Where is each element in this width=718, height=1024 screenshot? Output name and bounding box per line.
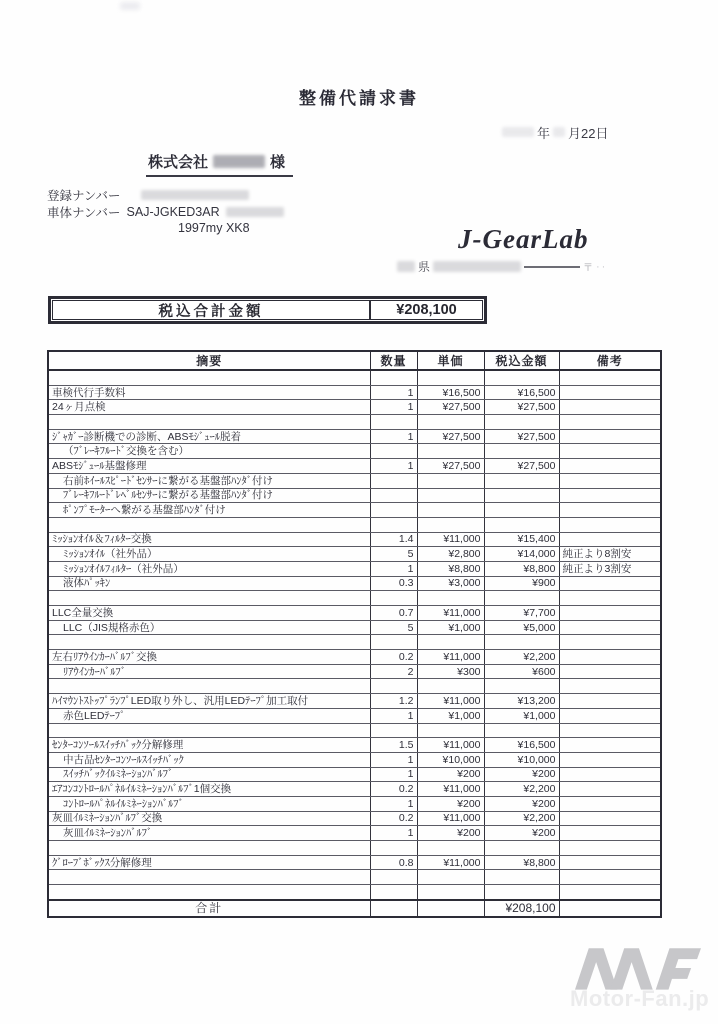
cell-note: [559, 782, 661, 797]
total-box-label: 税込合計金額: [53, 301, 371, 319]
table-row: [48, 606, 661, 621]
cell-desc: ﾐｯｼｮﾝｵｲﾙ＆ﾌｨﾙﾀｰ交換: [48, 532, 370, 547]
cell-note: [559, 429, 661, 444]
table-row: [48, 444, 661, 459]
cell-amount: ¥14,000: [484, 547, 559, 562]
cell-qty: 1: [370, 459, 417, 474]
cell-desc: [48, 885, 370, 900]
cell-qty: 1.5: [370, 738, 417, 753]
table-header-row: [48, 351, 661, 370]
cell-qty: [370, 723, 417, 738]
address-fragment: 県: [418, 260, 431, 274]
cell-desc: ﾎﾟﾝﾌﾟﾓｰﾀｰへ繋がる基盤部ﾊﾝﾀﾞ付け: [48, 503, 370, 518]
cell-amount: ¥27,500: [484, 459, 559, 474]
cell-qty: 1: [370, 708, 417, 723]
total-row-note: [559, 900, 661, 917]
table-row: [48, 400, 661, 415]
cell-note: [559, 415, 661, 430]
table-row: [48, 796, 661, 811]
cell-amount: ¥8,800: [484, 855, 559, 870]
table-row-empty: [48, 870, 661, 885]
redaction-smudge: [141, 190, 249, 200]
cell-amount: ¥200: [484, 796, 559, 811]
cell-amount: ¥2,200: [484, 811, 559, 826]
cell-qty: 1: [370, 385, 417, 400]
cell-unit: [417, 679, 484, 694]
body-number-line: [47, 203, 284, 221]
table-row: [48, 385, 661, 400]
cell-qty: 1: [370, 561, 417, 576]
cell-amount: ¥8,800: [484, 561, 559, 576]
cell-amount: [484, 517, 559, 532]
cell-note: [559, 459, 661, 474]
cell-note: [559, 811, 661, 826]
cell-note: [559, 576, 661, 591]
cell-amount: [484, 679, 559, 694]
cell-desc: 24ヶ月点検: [48, 400, 370, 415]
cell-amount: ¥600: [484, 664, 559, 679]
cell-unit: ¥11,000: [417, 811, 484, 826]
cell-unit: [417, 488, 484, 503]
table-row: [48, 547, 661, 562]
cell-unit: ¥27,500: [417, 429, 484, 444]
cell-amount: [484, 370, 559, 385]
cell-unit: [417, 444, 484, 459]
table-row: [48, 561, 661, 576]
cell-note: [559, 767, 661, 782]
cell-unit: ¥11,000: [417, 855, 484, 870]
cell-amount: ¥15,400: [484, 532, 559, 547]
table-row-empty: [48, 841, 661, 856]
cell-desc: [48, 517, 370, 532]
cell-qty: [370, 444, 417, 459]
cell-note: [559, 385, 661, 400]
cell-qty: 1: [370, 400, 417, 415]
cell-unit: [417, 885, 484, 900]
cell-amount: ¥27,500: [484, 400, 559, 415]
cell-note: [559, 694, 661, 709]
cell-amount: ¥16,500: [484, 738, 559, 753]
cell-amount: ¥200: [484, 767, 559, 782]
cell-note: [559, 650, 661, 665]
cell-desc: [48, 370, 370, 385]
cell-qty: 0.3: [370, 576, 417, 591]
cell-desc: ｼﾞｬｶﾞｰ診断機での診断、ABSﾓｼﾞｭｰﾙ脱着: [48, 429, 370, 444]
cell-qty: 0.2: [370, 811, 417, 826]
watermark-text: Motor-Fan.jp: [570, 986, 710, 1011]
table-row: [48, 738, 661, 753]
cell-unit: [417, 723, 484, 738]
cell-unit: ¥200: [417, 767, 484, 782]
table-row: [48, 782, 661, 797]
cell-note: [559, 708, 661, 723]
cell-desc: [48, 591, 370, 606]
redaction-smudge: [553, 127, 565, 137]
cell-qty: [370, 473, 417, 488]
customer-prefix: 株式会社: [148, 153, 209, 171]
cell-note: [559, 488, 661, 503]
cell-note: [559, 370, 661, 385]
cell-desc: 左右ﾘｱｳｲﾝｶｰﾊﾞﾙﾌﾞ交換: [48, 650, 370, 665]
cell-note: [559, 473, 661, 488]
table-row-empty: [48, 415, 661, 430]
cell-desc: [48, 723, 370, 738]
cell-unit: ¥2,800: [417, 547, 484, 562]
cell-qty: [370, 870, 417, 885]
table-row: [48, 752, 661, 767]
cell-qty: [370, 679, 417, 694]
cell-amount: ¥10,000: [484, 752, 559, 767]
cell-unit: ¥11,000: [417, 532, 484, 547]
cell-amount: ¥16,500: [484, 385, 559, 400]
cell-note: [559, 855, 661, 870]
cell-amount: [484, 723, 559, 738]
cell-desc: LLC全量交換: [48, 606, 370, 621]
cell-amount: ¥27,500: [484, 429, 559, 444]
cell-desc: （ﾌﾞﾚｰｷﾌﾙｰﾄﾞ交換を含む）: [48, 444, 370, 459]
cell-amount: [484, 444, 559, 459]
cell-note: [559, 841, 661, 856]
table-row-empty: [48, 723, 661, 738]
table-row-empty: [48, 517, 661, 532]
cell-amount: ¥1,000: [484, 708, 559, 723]
cell-desc: 灰皿ｲﾙﾐﾈｰｼｮﾝﾊﾞﾙﾌﾞ: [48, 826, 370, 841]
cell-amount: [484, 503, 559, 518]
cell-note: [559, 444, 661, 459]
cell-unit: ¥11,000: [417, 782, 484, 797]
cell-desc: ﾐｯｼｮﾝｵｲﾙ（社外品）: [48, 547, 370, 562]
cell-qty: 0.8: [370, 855, 417, 870]
cell-qty: 0.7: [370, 606, 417, 621]
cell-note: [559, 606, 661, 621]
cell-desc: 灰皿ｲﾙﾐﾈｰｼｮﾝﾊﾞﾙﾌﾞ交換: [48, 811, 370, 826]
cell-qty: [370, 415, 417, 430]
table-row: [48, 503, 661, 518]
customer-suffix: 様: [270, 153, 286, 171]
date-day-text: 月22日: [568, 125, 609, 141]
cell-amount: ¥13,200: [484, 694, 559, 709]
table-row: [48, 620, 661, 635]
table-row-empty: [48, 635, 661, 650]
cell-note: [559, 503, 661, 518]
body-number-value: SAJ-JGKED3AR: [126, 205, 220, 219]
cell-note: [559, 620, 661, 635]
page-title: 整備代請求書: [299, 89, 419, 108]
address-dash: [524, 266, 580, 268]
total-box-value: ¥208,100: [396, 302, 457, 318]
cell-unit: [417, 591, 484, 606]
cell-desc: LLC（JIS規格赤色）: [48, 620, 370, 635]
cell-qty: 1: [370, 752, 417, 767]
cell-note: [559, 796, 661, 811]
cell-qty: 1.2: [370, 694, 417, 709]
table-row: [48, 576, 661, 591]
invoice-date: [502, 124, 608, 140]
table-row: [48, 811, 661, 826]
cell-note: [559, 826, 661, 841]
cell-unit: ¥11,000: [417, 738, 484, 753]
cell-note: [559, 517, 661, 532]
cell-amount: ¥2,200: [484, 650, 559, 665]
table-row: [48, 429, 661, 444]
cell-desc: 液体ﾊﾟｯｷﾝ: [48, 576, 370, 591]
cell-qty: 1: [370, 767, 417, 782]
cell-unit: ¥10,000: [417, 752, 484, 767]
cell-unit: [417, 841, 484, 856]
table-row: [48, 473, 661, 488]
cell-note: 純正より8割安: [559, 547, 661, 562]
cell-unit: [417, 517, 484, 532]
cell-unit: [417, 503, 484, 518]
table-row: [48, 767, 661, 782]
cell-desc: ｸﾞﾛｰﾌﾞﾎﾞｯｸｽ分解修理: [48, 855, 370, 870]
table-row-empty: [48, 885, 661, 900]
registration-label: 登録ナンバー: [47, 189, 121, 203]
table-row: [48, 708, 661, 723]
table-total-row: [48, 900, 661, 917]
cell-unit: ¥11,000: [417, 694, 484, 709]
table-row-empty: [48, 591, 661, 606]
cell-amount: [484, 841, 559, 856]
cell-desc: 赤色LEDﾃｰﾌﾟ: [48, 708, 370, 723]
table-row: [48, 650, 661, 665]
cell-desc: ﾘｱｳｲﾝｶｰﾊﾞﾙﾌﾞ: [48, 664, 370, 679]
cell-unit: ¥11,000: [417, 606, 484, 621]
cell-desc: [48, 841, 370, 856]
cell-qty: [370, 488, 417, 503]
cell-qty: [370, 885, 417, 900]
header-quantity: 数量: [370, 351, 417, 370]
cell-note: [559, 532, 661, 547]
table-row-empty: [48, 679, 661, 694]
total-row-qty: [370, 900, 417, 917]
cell-qty: 0.2: [370, 650, 417, 665]
cell-desc: 車検代行手数料: [48, 385, 370, 400]
cell-unit: ¥200: [417, 826, 484, 841]
cell-amount: [484, 488, 559, 503]
cell-qty: 2: [370, 664, 417, 679]
model-year-line: [178, 221, 250, 235]
redaction-smudge: [213, 155, 265, 168]
postal-mark: 〒: [583, 263, 594, 274]
table-row: [48, 826, 661, 841]
cell-note: [559, 400, 661, 415]
table-row-empty: [48, 370, 661, 385]
redaction-smudge: [397, 261, 415, 272]
cell-note: [559, 635, 661, 650]
cell-desc: [48, 635, 370, 650]
cell-unit: [417, 870, 484, 885]
cell-unit: ¥3,000: [417, 576, 484, 591]
cell-amount: [484, 473, 559, 488]
cell-amount: ¥900: [484, 576, 559, 591]
cell-unit: ¥300: [417, 664, 484, 679]
cell-amount: ¥200: [484, 826, 559, 841]
cell-note: [559, 752, 661, 767]
cell-unit: [417, 635, 484, 650]
cell-qty: [370, 517, 417, 532]
table-row: [48, 855, 661, 870]
invoice-table: [47, 350, 662, 918]
redaction-smudge: [226, 207, 284, 217]
table-row: [48, 694, 661, 709]
cell-unit: ¥200: [417, 796, 484, 811]
cell-unit: ¥1,000: [417, 620, 484, 635]
registration-number-line: [47, 186, 249, 204]
cell-qty: 5: [370, 547, 417, 562]
cell-unit: ¥8,800: [417, 561, 484, 576]
shop-logo-text: J-GearLab: [458, 224, 589, 254]
cell-desc: [48, 679, 370, 694]
table-row: [48, 488, 661, 503]
cell-desc: ABSﾓｼﾞｭｰﾙ基盤修理: [48, 459, 370, 474]
header-unit-price: 単価: [417, 351, 484, 370]
cell-qty: [370, 370, 417, 385]
redaction-smudge: [502, 127, 534, 137]
total-row-label: 合計: [48, 900, 370, 917]
cell-desc: ｽｲｯﾁﾊﾞｯｸｲﾙﾐﾈｰｼｮﾝﾊﾞﾙﾌﾞ: [48, 767, 370, 782]
header-remarks: 備考: [559, 351, 661, 370]
redaction-smudge: [433, 261, 521, 272]
cell-unit: ¥27,500: [417, 459, 484, 474]
cell-note: 純正より3割安: [559, 561, 661, 576]
cell-desc: 右前ﾎｲｰﾙｽﾋﾟｰﾄﾞｾﾝｻｰに繋がる基盤部ﾊﾝﾀﾞ付け: [48, 473, 370, 488]
cell-desc: ｴｱｺﾝｺﾝﾄﾛｰﾙﾊﾟﾈﾙｲﾙﾐﾈｰｼｮﾝﾊﾞﾙﾌﾞ1個交換: [48, 782, 370, 797]
cell-unit: ¥11,000: [417, 650, 484, 665]
cell-qty: 1: [370, 429, 417, 444]
cell-note: [559, 885, 661, 900]
cell-amount: ¥5,000: [484, 620, 559, 635]
cell-qty: [370, 503, 417, 518]
model-year-value: 1997my XK8: [178, 221, 250, 235]
header-description: 摘要: [48, 351, 370, 370]
cell-unit: [417, 370, 484, 385]
address-dots: ··: [596, 260, 608, 273]
cell-desc: ｾﾝﾀｰｺﾝｿｰﾙｽｲｯﾁﾊﾞｯｸ分解修理: [48, 738, 370, 753]
cell-qty: 0.2: [370, 782, 417, 797]
motor-fan-logo: [573, 944, 701, 990]
cell-qty: 1.4: [370, 532, 417, 547]
cell-unit: ¥16,500: [417, 385, 484, 400]
cell-amount: [484, 635, 559, 650]
cell-unit: [417, 473, 484, 488]
cell-note: [559, 723, 661, 738]
cell-desc: ﾊｲﾏｳﾝﾄｽﾄｯﾌﾟﾗﾝﾌﾟLED取り外し、汎用LEDﾃｰﾌﾟ加工取付: [48, 694, 370, 709]
cell-qty: [370, 591, 417, 606]
cell-desc: ﾌﾞﾚｰｷﾌﾙｰﾄﾞﾚﾍﾞﾙｾﾝｻｰに繋がる基盤部ﾊﾝﾀﾞ付け: [48, 488, 370, 503]
cell-qty: [370, 635, 417, 650]
cell-desc: [48, 415, 370, 430]
cell-amount: ¥7,700: [484, 606, 559, 621]
cell-qty: 1: [370, 796, 417, 811]
total-amount-box: [48, 296, 487, 324]
body-number-label: 車体ナンバー: [47, 206, 121, 220]
cell-note: [559, 664, 661, 679]
cell-amount: [484, 415, 559, 430]
cell-unit: ¥1,000: [417, 708, 484, 723]
cell-note: [559, 591, 661, 606]
cell-qty: 1: [370, 826, 417, 841]
date-year-suffix: 年: [537, 125, 551, 141]
cell-desc: ﾐｯｼｮﾝｵｲﾙﾌｨﾙﾀｰ（社外品）: [48, 561, 370, 576]
scan-artifact: [120, 2, 140, 10]
cell-amount: [484, 885, 559, 900]
cell-amount: [484, 870, 559, 885]
cell-desc: ｺﾝﾄﾛｰﾙﾊﾟﾈﾙｲﾙﾐﾈｰｼｮﾝﾊﾞﾙﾌﾞ: [48, 796, 370, 811]
cell-amount: ¥2,200: [484, 782, 559, 797]
cell-qty: 5: [370, 620, 417, 635]
cell-unit: ¥27,500: [417, 400, 484, 415]
cell-note: [559, 738, 661, 753]
cell-note: [559, 679, 661, 694]
header-amount: 税込金額: [484, 351, 559, 370]
cell-desc: [48, 870, 370, 885]
cell-amount: [484, 591, 559, 606]
table-row: [48, 459, 661, 474]
shop-address-line: [397, 258, 607, 275]
invoice-table-body: [48, 370, 661, 900]
total-row-amount: ¥208,100: [484, 900, 559, 917]
customer-name: [146, 150, 293, 177]
table-row: [48, 532, 661, 547]
table-row: [48, 664, 661, 679]
cell-unit: [417, 415, 484, 430]
cell-qty: [370, 841, 417, 856]
total-amount-box-inner: [52, 300, 483, 320]
total-row-unit: [417, 900, 484, 917]
cell-desc: 中古品ｾﾝﾀｰｺﾝｿｰﾙｽｲｯﾁﾊﾞｯｸ: [48, 752, 370, 767]
cell-note: [559, 870, 661, 885]
